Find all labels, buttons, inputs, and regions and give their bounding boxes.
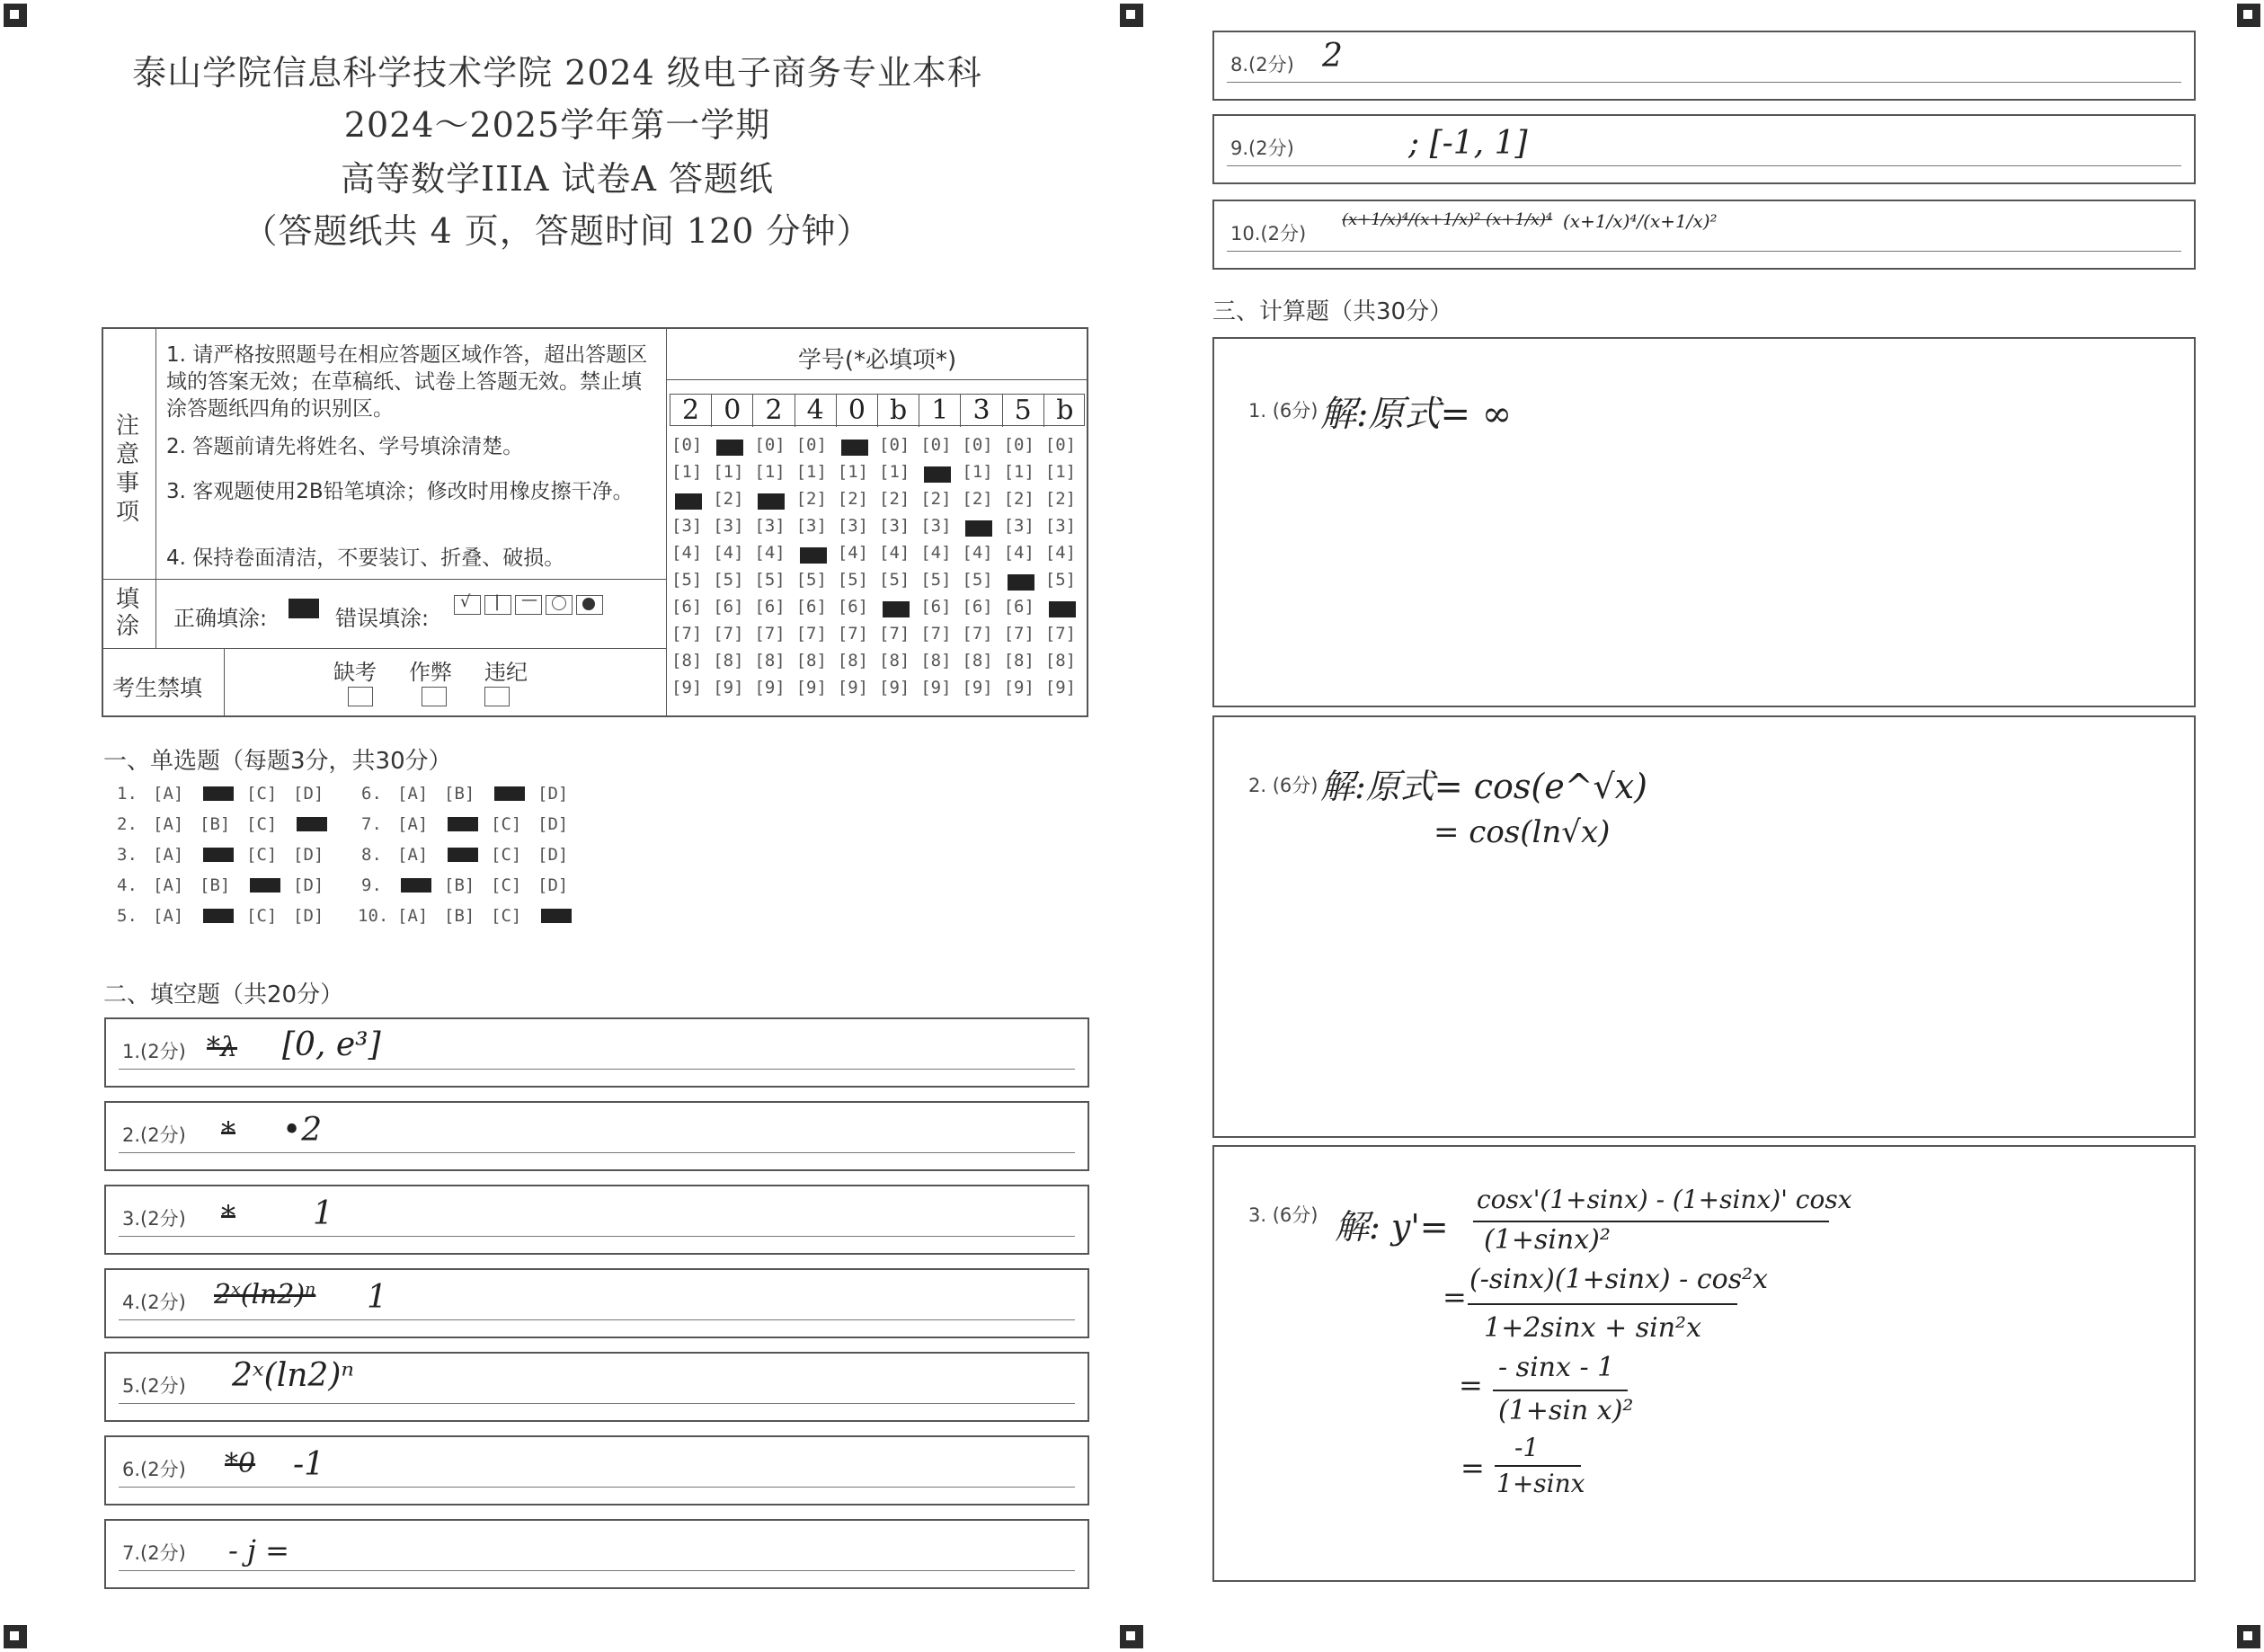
fill-answer-1[interactable] xyxy=(104,1017,1089,1088)
mc-option[interactable]: [D] xyxy=(293,784,324,804)
mc-option[interactable]: [D] xyxy=(537,784,569,804)
calc3-den3: (1+sin x)² xyxy=(1498,1395,1634,1426)
calc3-eq4: = xyxy=(1461,1451,1485,1485)
student-id-bubble[interactable]: [8] xyxy=(837,651,869,671)
fill-answer-6[interactable] xyxy=(104,1435,1089,1505)
fill-text-5: 2ˣ(ln2)ⁿ xyxy=(232,1357,354,1394)
student-id-bubble[interactable]: [9] xyxy=(920,678,952,697)
header-line4: （答题纸共 4 页，答题时间 120 分钟） xyxy=(243,211,872,251)
student-id-bubble[interactable]: [9] xyxy=(795,678,827,697)
mc-answer-area xyxy=(115,784,582,946)
student-id-bubble[interactable]: [4] xyxy=(754,543,786,563)
fill-answer-10[interactable] xyxy=(1212,200,2196,270)
mc-question-number: 6. xyxy=(361,784,382,804)
mc-option[interactable]: [D] xyxy=(537,814,569,834)
student-id-bubble[interactable]: [0] xyxy=(920,435,952,455)
section2-title: 二、填空题（共20分） xyxy=(103,981,344,1008)
mc-option[interactable]: [B] xyxy=(444,875,475,895)
student-id-bubble[interactable]: [3] xyxy=(879,516,910,536)
fill-answer-3[interactable] xyxy=(104,1185,1089,1255)
fill-answer-7[interactable] xyxy=(104,1519,1089,1589)
mc-question-number: 8. xyxy=(361,845,382,865)
notice-item-1: 1. 请严格按照题号在相应答题区域作答，超出答题区域的答案无效；在草稿纸、试卷上答题无效。禁止填涂答题纸四角的识别区。 xyxy=(166,343,648,421)
student-id-bubble[interactable]: [3] xyxy=(1003,516,1034,536)
mc-option-filled[interactable] xyxy=(448,848,478,862)
student-id-bubble[interactable]: [2] xyxy=(920,489,952,509)
mc-option-filled[interactable] xyxy=(203,786,234,801)
student-id-bubble[interactable]: [5] xyxy=(962,570,993,590)
cheat-checkbox[interactable] xyxy=(422,687,447,706)
student-id-bubble[interactable]: [5] xyxy=(920,570,952,590)
fill-label-7: 7.(2分) xyxy=(122,1542,186,1564)
calc3-fracbar4 xyxy=(1495,1465,1581,1467)
wrong-fill-label: 错误填涂: xyxy=(335,606,430,631)
student-id-bubble[interactable]: [6] xyxy=(713,597,744,617)
mc-option[interactable]: [A] xyxy=(397,845,429,865)
mc-question-number: 7. xyxy=(361,814,382,834)
mc-option[interactable]: [D] xyxy=(537,875,569,895)
mc-option[interactable]: [A] xyxy=(153,814,184,834)
student-id-bubble[interactable]: [1] xyxy=(671,462,703,482)
corner-mark-top-right xyxy=(2237,4,2260,27)
mc-option[interactable]: [C] xyxy=(491,906,522,926)
fill-text-6: -1 xyxy=(293,1446,325,1483)
student-id-bubble-filled[interactable] xyxy=(675,493,702,510)
calc-answer-2[interactable] xyxy=(1212,715,2196,1138)
fill-text-1: [0, e³] xyxy=(282,1026,381,1063)
student-id-digit[interactable]: 0 xyxy=(712,395,753,427)
notice-block xyxy=(102,327,1088,717)
section1-title: 一、单选题（每题3分，共30分） xyxy=(103,748,452,775)
student-id-bubble[interactable]: [9] xyxy=(837,678,869,697)
student-id-bubble[interactable]: [2] xyxy=(795,489,827,509)
student-id-bubble-filled[interactable] xyxy=(758,493,785,510)
student-id-bubble[interactable]: [0] xyxy=(1044,435,1077,455)
fill-label-9: 9.(2分) xyxy=(1230,138,1294,159)
student-id-bubble[interactable]: [2] xyxy=(713,489,744,509)
student-id-bubble[interactable]: [5] xyxy=(837,570,869,590)
student-id-bubble[interactable]: [8] xyxy=(920,651,952,671)
student-id-bubble-filled[interactable] xyxy=(1049,601,1076,617)
student-id-bubble[interactable]: [1] xyxy=(837,462,869,482)
student-id-bubble[interactable]: [8] xyxy=(1003,651,1034,671)
fill-answer-4[interactable] xyxy=(104,1268,1089,1338)
mc-question-number: 10. xyxy=(358,906,389,926)
student-id-digits xyxy=(670,394,1085,426)
fill-struck-1: *λ xyxy=(207,1032,238,1063)
calc-answer-1[interactable] xyxy=(1212,337,2196,707)
student-id-bubble[interactable]: [2] xyxy=(837,489,869,509)
student-id-bubble[interactable]: [9] xyxy=(671,678,703,697)
student-id-bubble[interactable]: [3] xyxy=(795,516,827,536)
fill-label-5: 5.(2分) xyxy=(122,1375,186,1397)
student-id-bubble[interactable]: [8] xyxy=(962,651,993,671)
absent-checkbox[interactable] xyxy=(348,687,373,706)
fill-answer-8[interactable] xyxy=(1212,31,2196,101)
student-id-bubble[interactable]: [8] xyxy=(713,651,744,671)
mc-option-filled[interactable] xyxy=(203,848,234,862)
fill-answer-9[interactable] xyxy=(1212,114,2196,184)
student-id-bubble[interactable]: [8] xyxy=(1044,651,1077,671)
header-line2: 2024～2025学年第一学期 xyxy=(343,105,771,145)
mc-question-number: 3. xyxy=(117,845,138,865)
student-id-digit[interactable]: b xyxy=(1056,395,1074,426)
mc-option[interactable]: [D] xyxy=(293,845,324,865)
student-id-bubble[interactable]: [7] xyxy=(754,624,786,644)
student-id-bubble[interactable]: [7] xyxy=(879,624,910,644)
student-id-bubble[interactable]: [3] xyxy=(754,516,786,536)
student-id-bubble[interactable]: [9] xyxy=(754,678,786,697)
calc3-fracbar3 xyxy=(1493,1390,1628,1391)
calc2-line1: 解:原式= cos(e^√x) xyxy=(1320,767,1648,806)
corner-mark-bottom-left xyxy=(4,1625,27,1648)
mc-option[interactable]: [A] xyxy=(153,845,184,865)
student-id-bubble[interactable]: [4] xyxy=(671,543,703,563)
student-id-bubble[interactable]: [9] xyxy=(879,678,910,697)
calc3-eq2: = xyxy=(1443,1280,1467,1314)
student-id-bubble[interactable]: [2] xyxy=(1044,489,1077,509)
student-id-bubble[interactable]: [4] xyxy=(1003,543,1034,563)
student-id-bubble[interactable]: [4] xyxy=(837,543,869,563)
fill-struck-6: *0 xyxy=(225,1448,256,1479)
header-line1: 泰山学院信息科学技术学院 2024 级电子商务专业本科 xyxy=(132,53,982,93)
student-id-bubble[interactable]: [5] xyxy=(795,570,827,590)
header-line3: 高等数学IIIA 试卷A 答题纸 xyxy=(340,159,775,199)
calc2-line2: = cos(ln√x) xyxy=(1434,814,1611,850)
student-id-bubble[interactable]: [8] xyxy=(671,651,703,671)
student-id-bubble[interactable]: [1] xyxy=(1003,462,1034,482)
student-id-digit[interactable]: 2 xyxy=(753,395,795,427)
mc-option-filled[interactable] xyxy=(494,786,525,801)
fill-answer-5[interactable] xyxy=(104,1352,1089,1422)
mc-question-number: 5. xyxy=(117,906,138,926)
fill-label-4: 4.(2分) xyxy=(122,1292,186,1313)
student-id-digit[interactable]: b xyxy=(878,395,919,427)
student-id-bubble[interactable]: [0] xyxy=(879,435,910,455)
mc-question-number: 1. xyxy=(117,784,138,804)
student-id-bubble[interactable]: [4] xyxy=(713,543,744,563)
student-id-bubble[interactable]: [4] xyxy=(1044,543,1077,563)
student-id-bubble[interactable]: [3] xyxy=(920,516,952,536)
student-id-digit[interactable]: 2 xyxy=(670,395,712,427)
student-id-bubble[interactable]: [4] xyxy=(962,543,993,563)
student-id-bubble-filled[interactable] xyxy=(716,440,743,456)
calc3-fracbar2 xyxy=(1468,1303,1737,1305)
student-id-bubble[interactable]: [7] xyxy=(1044,624,1077,644)
student-id-digit[interactable]: 0 xyxy=(837,395,878,427)
student-id-bubble[interactable]: [8] xyxy=(795,651,827,671)
student-id-bubble[interactable]: [5] xyxy=(1044,570,1077,590)
calc-answer-3[interactable] xyxy=(1212,1145,2196,1582)
mc-option[interactable]: [D] xyxy=(293,906,324,926)
mc-question-number: 9. xyxy=(361,875,382,895)
mc-option[interactable]: [C] xyxy=(246,814,278,834)
student-id-bubble[interactable]: [8] xyxy=(754,651,786,671)
student-id-bubble[interactable]: [7] xyxy=(837,624,869,644)
fill-label: 填涂 xyxy=(116,586,140,640)
fill-label-6: 6.(2分) xyxy=(122,1459,186,1480)
calc3-prefix: 解: y'= xyxy=(1335,1207,1449,1247)
student-id-bubble[interactable]: [3] xyxy=(713,516,744,536)
student-id-bubble[interactable]: [0] xyxy=(795,435,827,455)
mc-option[interactable]: [C] xyxy=(246,784,278,804)
notice-item-3: 3. 客观题使用2B铅笔填涂；修改时用橡皮擦干净。 xyxy=(166,480,634,503)
student-id-bubble[interactable]: [0] xyxy=(671,435,703,455)
student-id-bubble[interactable]: [1] xyxy=(754,462,786,482)
fill-label-8: 8.(2分) xyxy=(1230,54,1294,75)
student-id-bubble[interactable]: [3] xyxy=(1044,516,1077,536)
student-id-bubble[interactable]: [0] xyxy=(1003,435,1034,455)
student-id-bubble[interactable]: [6] xyxy=(837,597,869,617)
mc-option[interactable]: [C] xyxy=(491,875,522,895)
student-id-digit[interactable]: 4 xyxy=(795,395,837,427)
student-id-bubble[interactable]: [7] xyxy=(1003,624,1034,644)
violation-label: 违纪 xyxy=(484,660,528,685)
calc3-num4: -1 xyxy=(1514,1433,1540,1462)
mc-option[interactable]: [A] xyxy=(397,784,429,804)
calc3-num3: - sinx - 1 xyxy=(1498,1352,1615,1383)
corner-mark-bottom-right xyxy=(2237,1625,2260,1648)
mc-option[interactable]: [A] xyxy=(153,784,184,804)
student-id-bubble[interactable]: [6] xyxy=(962,597,993,617)
calc3-den4: 1+sinx xyxy=(1496,1469,1585,1498)
fill-label-2: 2.(2分) xyxy=(122,1124,186,1146)
student-id-bubble[interactable]: [0] xyxy=(754,435,786,455)
mc-option[interactable]: [A] xyxy=(153,906,184,926)
student-id-bubble[interactable]: [5] xyxy=(713,570,744,590)
student-id-bubble[interactable]: [1] xyxy=(962,462,993,482)
notice-item-2: 2. 答题前请先将姓名、学号填涂清楚。 xyxy=(166,435,524,458)
mc-option[interactable]: [B] xyxy=(444,906,475,926)
fill-text-9: ; [-1, 1] xyxy=(1408,125,1528,162)
cheat-label: 作弊 xyxy=(409,660,452,685)
mc-option[interactable]: [B] xyxy=(444,784,475,804)
notice-side-label: 注意事项 xyxy=(116,413,140,526)
mc-option[interactable]: [D] xyxy=(537,845,569,865)
mc-option[interactable]: [B] xyxy=(200,814,231,834)
calc-label-1: 1. (6分) xyxy=(1248,400,1318,422)
student-id-bubble[interactable]: [6] xyxy=(671,597,703,617)
mc-option[interactable]: [C] xyxy=(246,845,278,865)
student-id-bubble-grid xyxy=(671,435,1087,705)
fill-label-1: 1.(2分) xyxy=(122,1041,186,1062)
calc3-eq3: = xyxy=(1459,1368,1483,1402)
student-id-bubble[interactable]: [5] xyxy=(879,570,910,590)
correct-fill-sample xyxy=(289,599,319,618)
fill-label-3: 3.(2分) xyxy=(122,1208,186,1230)
fill-text-2: •2 xyxy=(282,1112,323,1149)
fill-text-4: 1 xyxy=(367,1279,387,1316)
correct-fill-label: 正确填涂: xyxy=(173,606,268,631)
student-id-bubble[interactable]: [1] xyxy=(879,462,910,482)
mc-option[interactable]: [B] xyxy=(200,875,231,895)
fill-text-8: 2 xyxy=(1322,38,1343,75)
student-id-bubble[interactable]: [6] xyxy=(795,597,827,617)
fill-label-10: 10.(2分) xyxy=(1230,223,1307,244)
mc-option-filled[interactable] xyxy=(203,909,234,923)
fill-text-3: 1 xyxy=(313,1195,333,1232)
calc1-line1: 解:原式= ∞ xyxy=(1320,394,1513,435)
student-id-bubble[interactable]: [6] xyxy=(754,597,786,617)
student-id-bubble-filled[interactable] xyxy=(883,601,910,617)
corner-mark-top-left xyxy=(4,4,27,27)
student-id-bubble[interactable]: [4] xyxy=(920,543,952,563)
student-id-bubble[interactable]: [7] xyxy=(795,624,827,644)
student-id-digit[interactable]: 1 xyxy=(919,395,961,427)
student-id-bubble[interactable]: [7] xyxy=(713,624,744,644)
mc-option-filled[interactable] xyxy=(297,817,327,831)
fill-answer-2[interactable] xyxy=(104,1101,1089,1171)
fill-struck-10: (x+1/x)⁴/(x+1/x)² (x+1/x)⁴ xyxy=(1342,210,1553,229)
student-id-bubble[interactable]: [5] xyxy=(754,570,786,590)
calc-label-2: 2. (6分) xyxy=(1248,775,1318,796)
wrong-fill-samples: √ | — xyxy=(452,595,605,615)
corner-mark-top-center xyxy=(1120,4,1143,27)
calc3-den2: 1+2sinx + sin²x xyxy=(1484,1312,1702,1344)
section3-title: 三、计算题（共30分） xyxy=(1212,298,1453,325)
mc-option-filled[interactable] xyxy=(541,909,572,923)
student-id-bubble[interactable]: [0] xyxy=(962,435,993,455)
student-id-bubble[interactable]: [2] xyxy=(879,489,910,509)
student-id-bubble[interactable]: [6] xyxy=(920,597,952,617)
student-id-bubble[interactable]: [6] xyxy=(1003,597,1034,617)
mc-option[interactable]: [A] xyxy=(397,814,429,834)
calc3-fracbar1 xyxy=(1473,1221,1829,1222)
mc-option-filled[interactable] xyxy=(448,817,478,831)
forbidden-label: 考生禁填 xyxy=(112,675,203,701)
student-id-bubble[interactable]: [7] xyxy=(671,624,703,644)
mc-option[interactable]: [C] xyxy=(491,845,522,865)
student-id-bubble[interactable]: [9] xyxy=(1003,678,1034,697)
student-id-bubble[interactable]: [1] xyxy=(713,462,744,482)
student-id-bubble[interactable]: [9] xyxy=(713,678,744,697)
student-id-bubble[interactable]: [5] xyxy=(671,570,703,590)
student-id-digit[interactable]: 5 xyxy=(1003,395,1044,427)
calc-label-3: 3. (6分) xyxy=(1248,1204,1318,1226)
student-id-title: 学号(*必填项*) xyxy=(797,347,957,374)
fill-text-7: - j = xyxy=(228,1533,289,1568)
student-id-bubble[interactable]: [9] xyxy=(1044,678,1077,697)
student-id-bubble[interactable]: [2] xyxy=(1003,489,1034,509)
student-id-bubble-filled[interactable] xyxy=(841,440,868,456)
student-id-bubble[interactable]: [2] xyxy=(962,489,993,509)
student-id-bubble-filled[interactable] xyxy=(965,520,992,537)
notice-item-4: 4. 保持卷面清洁，不要装订、折叠、破损。 xyxy=(166,546,565,570)
student-id-bubble[interactable]: [3] xyxy=(837,516,869,536)
mc-question-number: 4. xyxy=(117,875,138,895)
mc-option[interactable]: [A] xyxy=(397,906,429,926)
student-id-bubble-filled[interactable] xyxy=(800,547,827,564)
fill-struck-2: * xyxy=(221,1115,235,1150)
fill-struck-4: 2ˣ(ln2)ⁿ xyxy=(214,1279,316,1310)
student-id-bubble[interactable]: [7] xyxy=(962,624,993,644)
mc-option[interactable]: [C] xyxy=(491,814,522,834)
corner-mark-bottom-center xyxy=(1120,1625,1143,1648)
student-id-bubble[interactable]: [7] xyxy=(920,624,952,644)
student-id-bubble[interactable]: [1] xyxy=(795,462,827,482)
student-id-bubble[interactable]: [3] xyxy=(671,516,703,536)
student-id-bubble[interactable]: [4] xyxy=(879,543,910,563)
student-id-bubble-filled[interactable] xyxy=(924,466,951,483)
violation-checkbox[interactable] xyxy=(484,687,510,706)
student-id-bubble[interactable]: [9] xyxy=(962,678,993,697)
fill-struck-3: * xyxy=(221,1199,235,1233)
mc-option[interactable]: [D] xyxy=(293,875,324,895)
mc-option[interactable]: [A] xyxy=(153,875,184,895)
student-id-bubble[interactable]: [8] xyxy=(879,651,910,671)
fill-text-10: (x+1/x)⁴/(x+1/x)² xyxy=(1563,210,1718,232)
calc3-num2: (-sinx)(1+sinx) - cos²x xyxy=(1469,1264,1769,1295)
mc-question-number: 2. xyxy=(117,814,138,834)
student-id-bubble[interactable]: [1] xyxy=(1044,462,1077,482)
mc-option[interactable]: [C] xyxy=(246,906,278,926)
student-id-digit[interactable]: 3 xyxy=(961,395,1002,427)
mc-option-filled[interactable] xyxy=(401,878,431,893)
calc3-den1: (1+sinx)² xyxy=(1484,1224,1611,1256)
absent-label: 缺考 xyxy=(333,660,377,685)
mc-option-filled[interactable] xyxy=(250,878,280,893)
student-id-bubble-filled[interactable] xyxy=(1008,574,1034,591)
calc3-num1: cosx'(1+sinx) - (1+sinx)' cosx xyxy=(1477,1185,1852,1214)
